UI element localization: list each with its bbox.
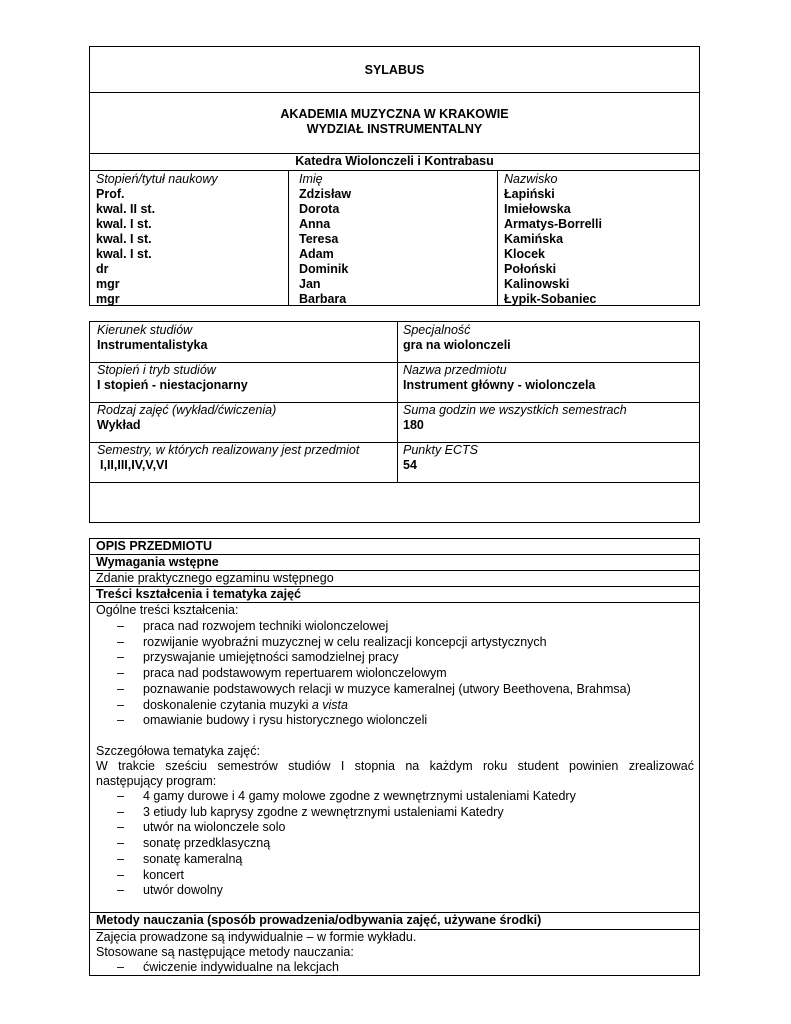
staff-title: mgr — [96, 292, 120, 306]
metody-heading: Metody nauczania (sposób prowadzenia/odbywania zajęć, używane środki) — [96, 913, 542, 927]
list-item: – przyswajanie umiejętności samodzielnej pracy — [117, 650, 399, 665]
staff-last-name: Łapiński — [504, 187, 555, 201]
staff-first-name: Jan — [299, 277, 321, 291]
divider — [90, 170, 699, 171]
staff-title: dr — [96, 262, 109, 276]
metody-list — [115, 960, 339, 976]
staff-last-name: Kalinowski — [504, 277, 570, 291]
list-item: – 3 etiudy lub kaprysy zgodne z wewnętrznymi ustaleniami Katedry — [117, 804, 504, 819]
ects-value: 54 — [403, 458, 417, 472]
szczegolowa-intro: Szczegółowa tematyka zajęć: — [96, 744, 260, 758]
dash-bullet: – — [117, 697, 124, 712]
dash-bullet: – — [117, 804, 124, 819]
syllabus-header-table — [89, 46, 700, 306]
list-item: – ćwiczenie indywidualne na lekcjach — [117, 960, 339, 974]
list-item: – poznawanie podstawowych relacji w muzyce kameralnej (utwory Beethovena, Brahmsa) — [117, 681, 631, 696]
program-line: następujący program: — [96, 774, 217, 788]
opis-heading: OPIS PRZEDMIOTU — [96, 539, 212, 553]
dash-bullet: – — [117, 820, 124, 835]
staff-title: Prof. — [96, 187, 125, 201]
rodzaj-label: Rodzaj zajęć (wykład/ćwiczenia) — [97, 403, 277, 417]
kierunek-label: Kierunek studiów — [97, 323, 193, 337]
kierunek-value: Instrumentalistyka — [97, 338, 208, 352]
suma-value: 180 — [403, 418, 424, 432]
staff-title: kwal. I st. — [96, 232, 152, 246]
staff-first-name: Barbara — [299, 292, 347, 306]
staff-last-name: Kamińska — [504, 232, 564, 246]
metody-line: Zajęcia prowadzone są indywidualnie – w formie wykładu. — [96, 930, 417, 944]
dash-bullet: – — [117, 666, 124, 681]
semestry-label: Semestry, w których realizowany jest przedmiot — [97, 443, 360, 457]
ogolne-list — [115, 619, 631, 729]
wymagania-heading: Wymagania wstępne — [96, 555, 219, 569]
dash-bullet: – — [117, 867, 124, 882]
list-item: – sonatę kameralną — [117, 851, 243, 866]
staff-title-column — [96, 172, 218, 307]
staff-first-name-header: Imię — [299, 172, 323, 186]
list-item: – omawianie budowy i rysu historycznego wiolonczeli — [117, 713, 428, 728]
staff-first-name: Zdzisław — [299, 187, 352, 201]
staff-first-name: Anna — [299, 217, 331, 231]
course-info-table — [89, 321, 700, 523]
staff-first-name: Dorota — [299, 202, 340, 216]
stopien-label: Stopień i tryb studiów — [97, 363, 216, 377]
staff-title: kwal. I st. — [96, 247, 152, 261]
semestry-value: I,II,III,IV,V,VI — [100, 458, 168, 472]
column-divider — [497, 170, 498, 305]
stopien-value: I stopień - niestacjonarny — [97, 378, 248, 392]
suma-label: Suma godzin we wszystkich semestrach — [403, 403, 627, 417]
faculty-name: WYDZIAŁ INSTRUMENTALNY — [306, 122, 483, 136]
dash-bullet: – — [117, 650, 124, 665]
dash-bullet: – — [117, 634, 124, 649]
list-item: – sonatę przedklasyczną — [117, 836, 271, 851]
dash-bullet: – — [117, 619, 124, 633]
dash-bullet: – — [117, 681, 124, 696]
staff-last-name: Klocek — [504, 247, 545, 261]
a-vista-term: a vista — [311, 697, 348, 712]
academy-name: AKADEMIA MUZYCZNA W KRAKOWIE — [280, 107, 509, 121]
department-name: Katedra Wiolonczeli i Kontrabasu — [295, 154, 494, 168]
program-line: W trakcie sześciu semestrów studiów I stopnia na każdym roku student powinien zrealizować — [96, 759, 694, 773]
specjalnosc-label: Specjalność — [403, 323, 471, 337]
list-item: – praca nad podstawowym repertuarem wiolonczelowym — [117, 666, 447, 681]
course-description-table — [89, 538, 700, 976]
staff-last-name-header: Nazwisko — [504, 172, 558, 186]
wymagania-text: Zdanie praktycznego egzaminu wstępnego — [96, 571, 334, 585]
ects-label: Punkty ECTS — [403, 443, 479, 457]
list-item: – doskonalenie czytania muzyki a vista — [117, 697, 348, 712]
nazwa-label: Nazwa przedmiotu — [403, 363, 507, 377]
dash-bullet: – — [117, 883, 124, 898]
dash-bullet: – — [117, 836, 124, 851]
document-title: SYLABUS — [364, 63, 425, 77]
staff-title: mgr — [96, 277, 120, 291]
staff-first-name: Dominik — [299, 262, 349, 276]
dash-bullet: – — [117, 713, 124, 728]
ogolne-intro: Ogólne treści kształcenia: — [96, 603, 239, 617]
divider — [90, 92, 699, 93]
list-item: – utwór dowolny — [117, 883, 223, 898]
list-item: – praca nad rozwojem techniki wiolonczelowej — [117, 619, 389, 633]
column-divider — [288, 170, 289, 305]
divider — [90, 482, 699, 483]
list-item: – 4 gamy durowe i 4 gamy molowe zgodne z wewnętrznymi ustaleniami Katedry — [117, 789, 576, 803]
dash-bullet: – — [117, 960, 124, 974]
dash-bullet: – — [117, 851, 124, 866]
staff-last-name-column — [504, 172, 602, 307]
staff-first-name: Teresa — [299, 232, 339, 246]
program-list — [115, 789, 576, 899]
staff-last-name: Imiełowska — [504, 202, 571, 216]
tresci-heading: Treści kształcenia i tematyka zajęć — [96, 587, 301, 601]
staff-title: kwal. II st. — [96, 202, 156, 216]
rodzaj-value: Wykład — [97, 418, 141, 432]
staff-first-name-column — [299, 172, 351, 307]
staff-first-name: Adam — [299, 247, 334, 261]
dash-bullet: – — [117, 789, 124, 803]
nazwa-value: Instrument główny - wiolonczela — [403, 378, 596, 392]
staff-title-header: Stopień/tytuł naukowy — [96, 172, 218, 186]
staff-title: kwal. I st. — [96, 217, 152, 231]
staff-last-name: Armatys-Borrelli — [504, 217, 602, 231]
staff-last-name: Połoński — [504, 262, 557, 276]
staff-last-name: Łypik-Sobaniec — [504, 292, 597, 306]
specjalnosc-value: gra na wiolonczeli — [403, 338, 511, 352]
metody-line: Stosowane są następujące metody nauczania: — [96, 945, 354, 959]
list-item: – utwór na wiolonczele solo — [117, 820, 286, 835]
list-item: – rozwijanie wyobraźni muzycznej w celu realizacji koncepcji artystycznych — [117, 634, 547, 649]
list-item: – koncert — [117, 867, 184, 882]
